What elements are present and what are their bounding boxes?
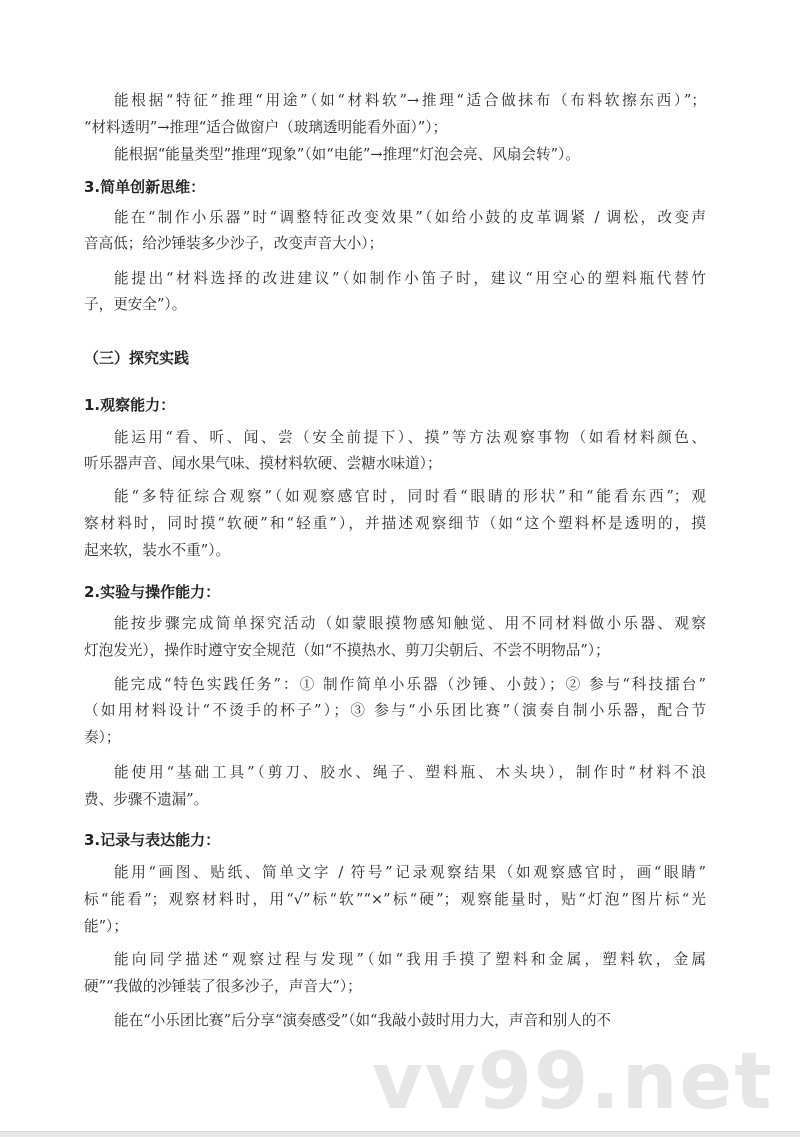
section-heading: 3.记录与表达能力： — [84, 831, 221, 849]
paragraph-line: 能提出“材料选择的改进建议”（如制作小笛子时，建议“用空心的塑料瓶代替竹 — [114, 270, 706, 287]
paragraph-line: 能向同学描述“观察过程与发现”（如“我用手摸了塑料和金属，塑料软，金属 — [114, 951, 706, 968]
paragraph-line: 能在“制作小乐器”时“调整特征改变效果”（如给小鼓的皮革调紧 / 调松，改变声 — [114, 209, 706, 226]
paragraph-line: 能完成“特色实践任务”：① 制作简单小乐器（沙锤、小鼓）；② 参与“科技擂台” — [114, 676, 706, 693]
paragraph-line: 子，更安全”）。 — [84, 296, 187, 313]
paragraph-line: 能”）； — [84, 918, 128, 935]
paragraph-line: 能在“小乐团比赛”后分享“演奏感受”（如“我敲小鼓时用力大，声音和别人的不 — [114, 1012, 612, 1029]
paragraph-line: （如用材料设计“不烫手的杯子”）；③ 参与“小乐团比赛”（演奏自制小乐器，配合节 — [84, 702, 706, 719]
paragraph-line: 灯泡发光），操作时遵守安全规范（如“不摸热水、剪刀尖朝后、不尝不明物品”）； — [84, 642, 610, 659]
paragraph-line: 能用“画图、贴纸、简单文字 / 符号”记录观察结果（如观察感官时，画“眼睛” — [114, 864, 706, 881]
paragraph-line: 能根据“特征”推理“用途”（如“材料软”→推理“适合做抹布（布料软擦东西）”； — [114, 92, 706, 109]
paragraph-line: 硬”“我做的沙锤装了很多沙子，声音大”）； — [84, 978, 362, 995]
section-heading: 1.观察能力： — [84, 396, 176, 414]
paragraph-line: 奏）； — [84, 729, 121, 746]
section-heading: 2.实验与操作能力： — [84, 583, 221, 601]
paragraph-line: 听乐器声音、闻水果气味、摸材料软硬、尝糖水味道）； — [84, 455, 442, 472]
paragraph-line: 标“能看”；观察材料时，用“√”标“软”“×”标“硬”；观察能量时，贴“灯泡”图片标“光 — [84, 891, 706, 908]
paragraph-line: 能按步骤完成简单探究活动（如蒙眼摸物感知触觉、用不同材料做小乐器、观察 — [114, 615, 706, 632]
paragraph-line: 能根据“能量类型”推理“现象”（如“电能”→推理“灯泡会亮、风扇会转”）。 — [114, 146, 580, 163]
paragraph-line: “材料透明”→推理“适合做窗户（玻璃透明能看外面）”）； — [84, 119, 448, 136]
paragraph-line: 费、步骤不遗漏”。 — [84, 791, 209, 808]
paragraph-line: 能使用“基础工具”（剪刀、胶水、绳子、塑料瓶、木头块），制作时“材料不浪 — [114, 764, 706, 781]
paragraph-line: 起来软，装水不重”）。 — [84, 542, 231, 559]
paragraph-line: 音高低；给沙锤装多少沙子，改变声音大小）； — [84, 235, 384, 252]
paragraph-line: 能运用“看、听、闻、尝（安全前提下）、摸”等方法观察事物（如看材料颜色、 — [114, 429, 706, 446]
paragraph-line: 能“多特征综合观察”（如观察感官时，同时看“眼睛的形状”和“能看东西”；观 — [114, 488, 706, 505]
section-heading: （三）探究实践 — [84, 349, 190, 367]
paragraph-line: 察材料时，同时摸“软硬”和“轻重”），并描述观察细节（如“这个塑料杯是透明的，摸 — [84, 515, 706, 532]
watermark: vv99.net — [372, 1037, 774, 1127]
section-heading: 3.简单创新思维： — [84, 178, 206, 196]
